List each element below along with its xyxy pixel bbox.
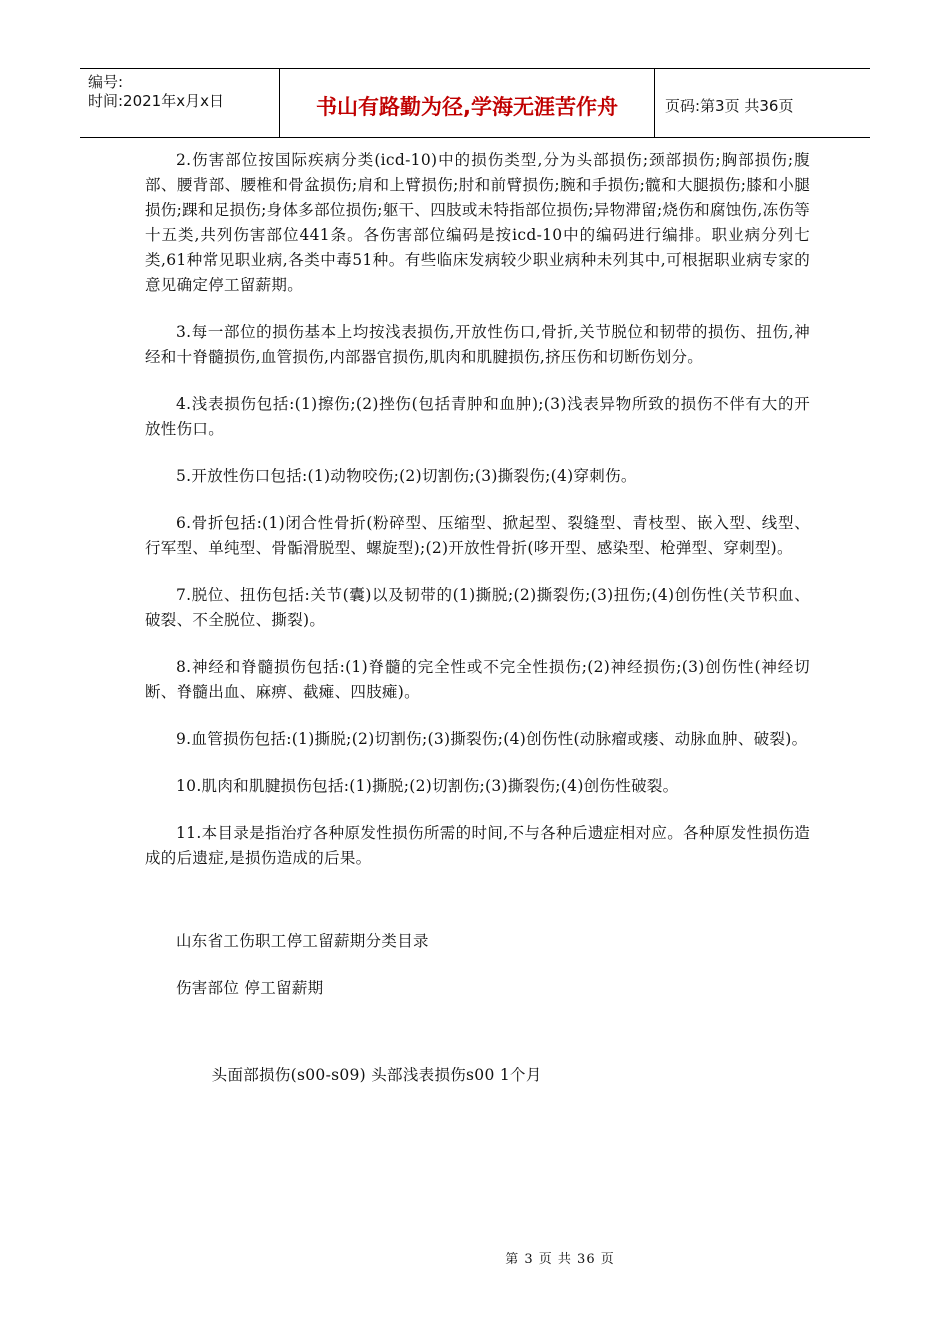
paragraph-11: 11.本目录是指治疗各种原发性损伤所需的时间,不与各种后遗症相对应。各种原发性损伤造成的后遗症,是损伤造成的后果。 [145, 824, 810, 867]
paragraph-2: 2.伤害部位按国际疾病分类(icd-10)中的损伤类型,分为头部损伤;颈部损伤;胸部损伤;腹部、腰背部、腰椎和骨盆损伤;肩和上臂损伤;肘和前臂损伤;腕和手损伤;髋和大腿损伤;膝和小腿损伤;踝和足损伤;身体多部位损伤;躯干、四肢或未特指部位损伤;异物滞留;烧伤和腐蚀伤,冻伤等十五类,共列伤害部位441条。各伤害部位编码是按icd-10中的编码进行编排。职业病分列七类,61种常见职业病,各类中毒51种。有些临床发病较少职业病种未列其中,可根据职业病专家的意见确定停工留薪期。 [145, 151, 810, 294]
page-header [80, 68, 870, 138]
header-meta [80, 69, 280, 137]
document-body [145, 148, 810, 1088]
first-entry: 头面部损伤(s00-s09) 头部浅表损伤s00 1个月 [211, 1066, 542, 1084]
date-label: 时间:2021年x月x日 [88, 92, 224, 110]
header-motto: 书山有路勤为径,学海无涯苦作舟 [280, 69, 655, 137]
paragraph-4: 4.浅表损伤包括:(1)擦伤;(2)挫伤(包括青肿和血肿);(3)浅表异物所致的损伤不伴有大的开放性伤口。 [145, 395, 810, 438]
page-footer: 第 3 页 共 36 页 [505, 1252, 615, 1267]
number-label: 编号: [88, 73, 124, 91]
paragraph-8: 8.神经和脊髓损伤包括:(1)脊髓的完全性或不完全性损伤;(2)神经损伤;(3)创伤性(神经切断、脊髓出血、麻痹、截瘫、四肢瘫)。 [145, 658, 810, 701]
paragraph-5: 5.开放性伤口包括:(1)动物咬伤;(2)切割伤;(3)撕裂伤;(4)穿刺伤。 [176, 467, 637, 485]
header-page-info: 页码:第3页 共36页 [665, 96, 794, 115]
catalog-title: 山东省工伤职工停工留薪期分类目录 [176, 932, 429, 950]
paragraph-6: 6.骨折包括:(1)闭合性骨折(粉碎型、压缩型、掀起型、裂缝型、青枝型、嵌入型、线型、行军型、单纯型、骨骺滑脱型、螺旋型);(2)开放性骨折(哆开型、感染型、枪弹型、穿刺型)。 [145, 514, 810, 557]
paragraph-7: 7.脱位、扭伤包括:关节(囊)以及韧带的(1)撕脱;(2)撕裂伤;(3)扭伤;(4)创伤性(关节积血、破裂、不全脱位、撕裂)。 [145, 586, 810, 629]
column-headers: 伤害部位 停工留薪期 [176, 979, 324, 997]
paragraph-10: 10.肌肉和肌腱损伤包括:(1)撕脱;(2)切割伤;(3)撕裂伤;(4)创伤性破裂。 [176, 777, 679, 795]
paragraph-9: 9.血管损伤包括:(1)撕脱;(2)切割伤;(3)撕裂伤;(4)创伤性(动脉瘤或瘘、动脉血肿、破裂)。 [176, 730, 808, 748]
paragraph-3: 3.每一部位的损伤基本上均按浅表损伤,开放性伤口,骨折,关节脱位和韧带的损伤、扭伤,神经和十脊髓损伤,血管损伤,内部器官损伤,肌肉和肌腱损伤,挤压伤和切断伤划分。 [145, 323, 810, 366]
